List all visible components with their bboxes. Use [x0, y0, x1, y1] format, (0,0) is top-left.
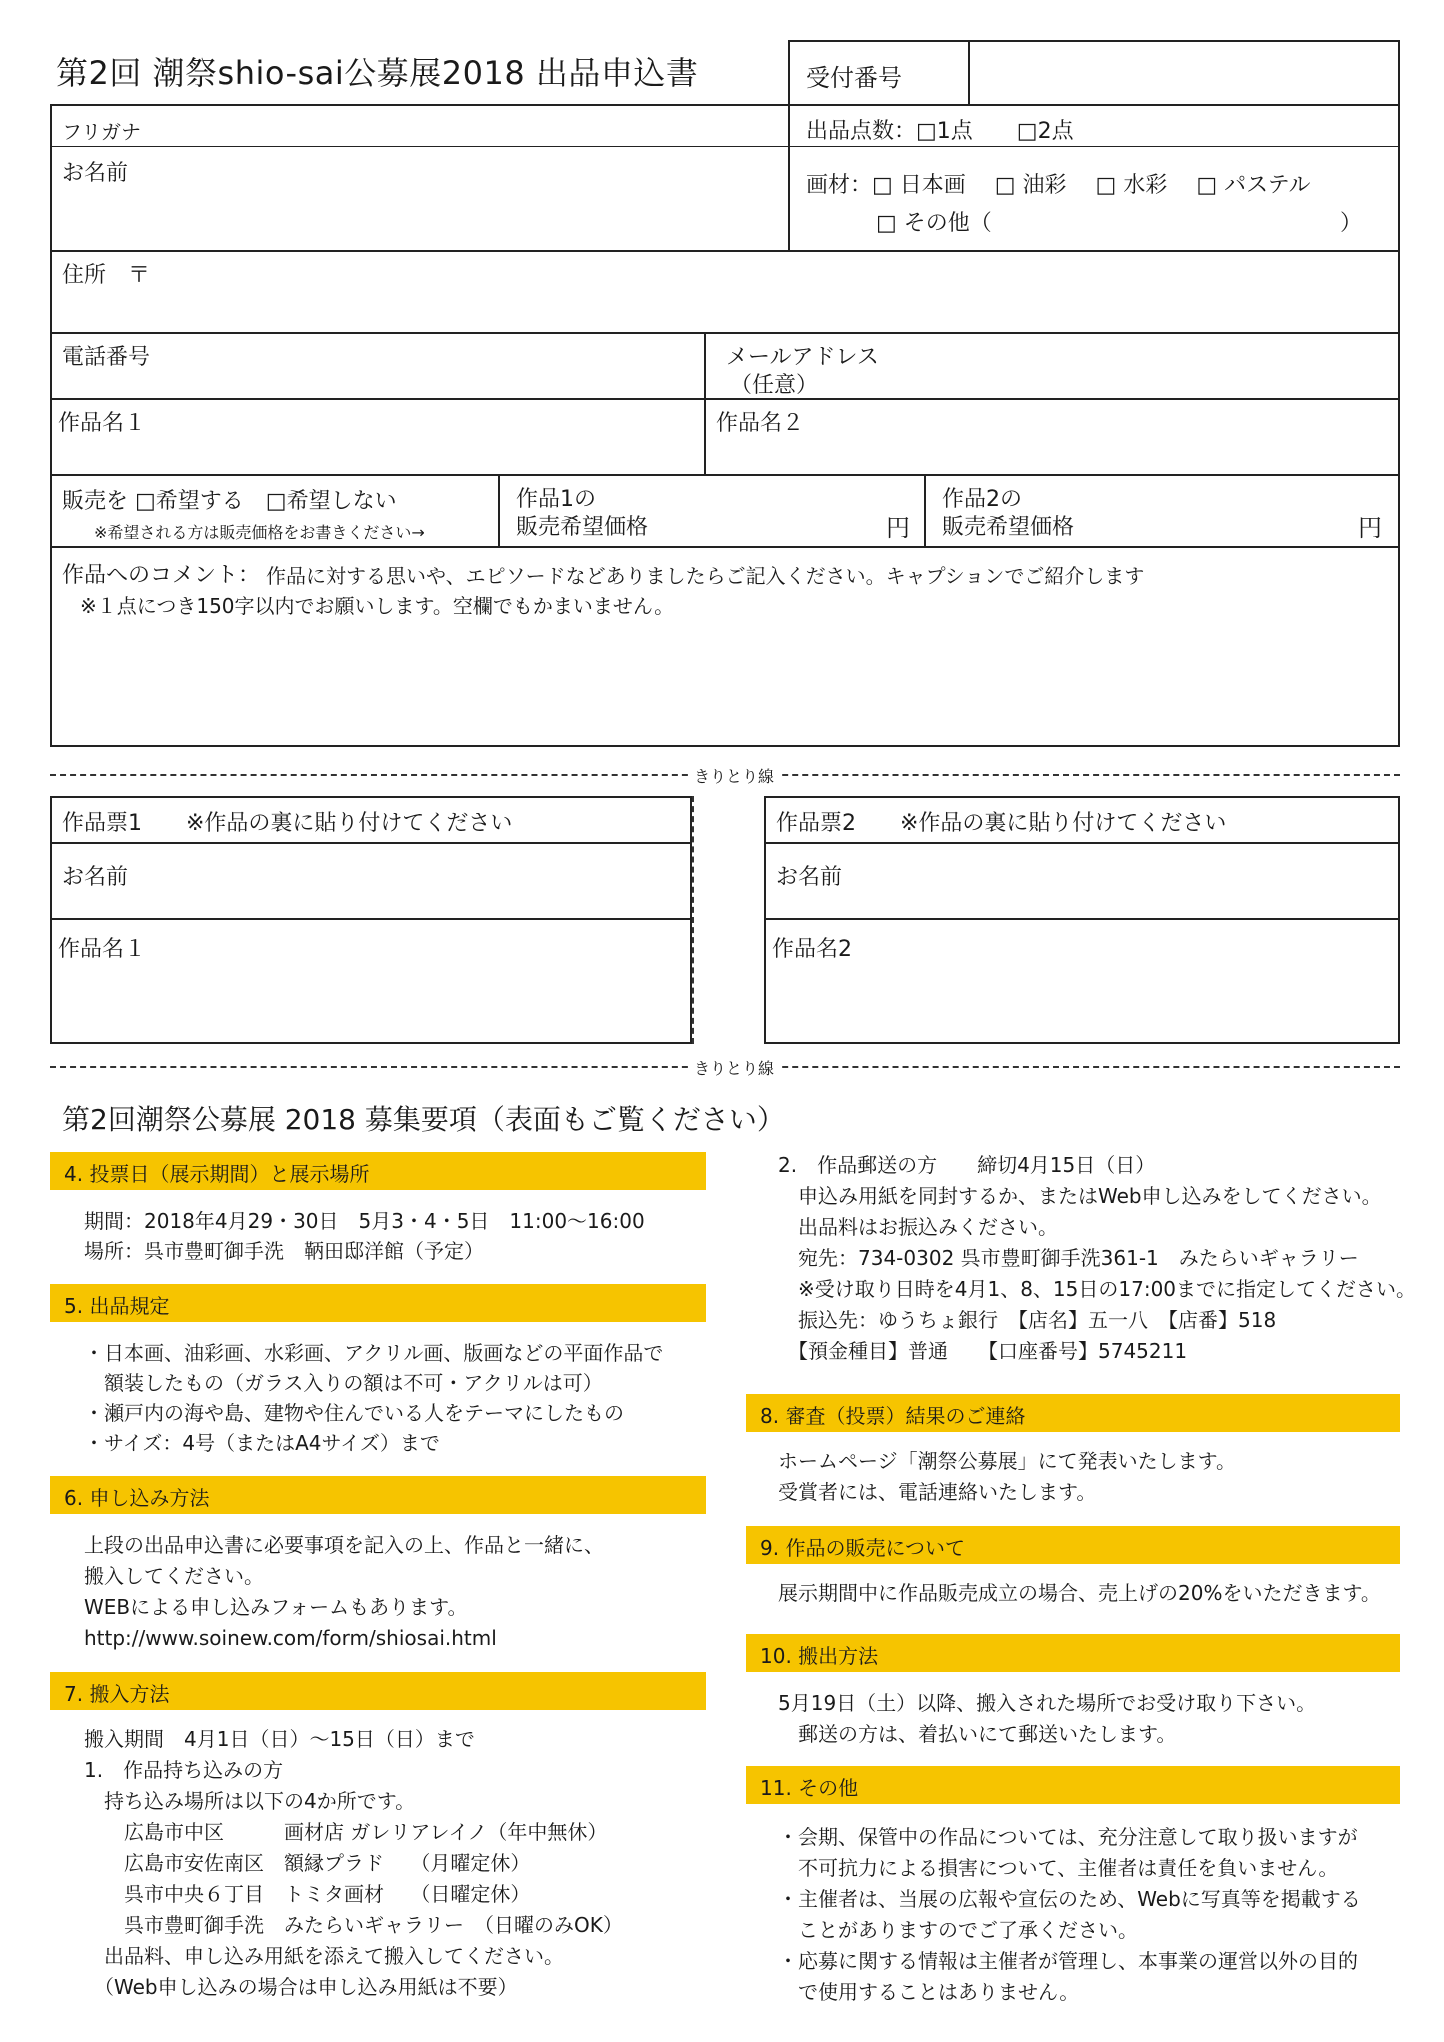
mail-entry-line-3: 出品料はお振込みください。: [778, 1215, 1058, 1239]
ticket-2-title: 作品票2 ※作品の裏に貼り付けてください: [776, 811, 1227, 836]
section-8-line-1: ホームページ「潮祭公募展」にて発表いたします。: [778, 1449, 1236, 1473]
section-4-line-1: 期間：2018年4月29・30日 5月3・4・5日 11:00〜16:00: [84, 1209, 645, 1233]
section-5-line-2: 額装したもの（ガラス入りの額は不可・アクリルは可）: [84, 1371, 603, 1395]
section-6-line-1: 上段の出品申込書に必要事項を記入の上、作品と一緒に、: [84, 1533, 604, 1557]
price2-field[interactable]: [1090, 480, 1350, 540]
mail-entry-line-4: 宛先：734-0302 呉市豊町御手洗361-1 みたらいギャラリー: [778, 1246, 1359, 1270]
work1-label: 作品名１: [58, 411, 147, 436]
medium-checkboxes[interactable]: 画材：□ 日本画 □ 油彩 □ 水彩 □ パステル: [806, 173, 1311, 198]
ticket-1-work-label: 作品名１: [58, 937, 147, 962]
section-7-line-4: 広島市中区 画材店 ガレリアレイノ（年中無休）: [84, 1820, 608, 1844]
section-7-line-6: 呉市中央６丁目 トミタ画材 （日曜定休）: [84, 1882, 531, 1906]
address-label: 住所 〒: [62, 263, 151, 288]
mail-entry-line-6: 振込先：ゆうちょ銀行 【店名】五一八 【店番】518: [778, 1308, 1277, 1332]
entry-count-checkboxes[interactable]: 出品点数：□1点 □2点: [806, 119, 1074, 144]
mail-entry-line-7: 【預金種目】普通 【口座番号】5745211: [778, 1339, 1188, 1363]
ticket-1-work-field[interactable]: [58, 962, 682, 1038]
name-label: お名前: [62, 161, 129, 186]
price2-yen: 円: [1358, 514, 1382, 542]
email-field[interactable]: [900, 336, 1390, 394]
section-11-line-4: ことがありますのでご了承ください。: [778, 1918, 1138, 1942]
address-field[interactable]: [160, 254, 1390, 328]
section-5-header: 5. 出品規定: [50, 1284, 706, 1322]
section-7-header: 7. 搬入方法: [50, 1672, 706, 1710]
section-5-line-4: ・サイズ：4号（またはA4サイズ）まで: [84, 1431, 440, 1455]
section-7-line-3: 持ち込み場所は以下の4か所です。: [84, 1789, 416, 1813]
section-5-line-1: ・日本画、油彩画、水彩画、アクリル画、版画などの平面作品で: [84, 1341, 664, 1365]
email-optional-label: （任意）: [730, 373, 819, 398]
comment-note: ※１点につき150字以内でお願いします。空欄でもかまいません。: [80, 594, 675, 618]
section-10-header: 10. 搬出方法: [746, 1634, 1400, 1672]
section-10-line-2: 郵送の方は、着払いにて郵送いたします。: [778, 1722, 1177, 1746]
section-11-header: 11. その他: [746, 1766, 1400, 1804]
ticket-1-name-field[interactable]: [62, 886, 682, 914]
price1-label-1: 作品1の: [516, 487, 596, 512]
cut-line-vertical-1: [692, 796, 694, 1044]
mail-entry-line-1: 2. 作品郵送の方 締切4月15日（日）: [778, 1153, 1156, 1177]
sale-note: ※希望される方は販売価格をお書きください→: [94, 523, 425, 542]
section-4-header: 4. 投票日（展示期間）と展示場所: [50, 1152, 706, 1190]
form-title: 第2回 潮祭shio-sai公募展2018 出品申込書: [56, 54, 699, 92]
section-11-line-2: 不可抗力による損害について、主催者は責任を負いません。: [778, 1856, 1339, 1880]
section-9-header: 9. 作品の販売について: [746, 1526, 1400, 1564]
section-7-line-1: 搬入期間 4月1日（日）〜15日（日）まで: [84, 1727, 475, 1751]
work2-field[interactable]: [716, 436, 1392, 470]
reception-number-label: 受付番号: [806, 64, 902, 92]
email-label: メールアドレス: [726, 345, 879, 370]
cut-line-label-bottom: きりとり線: [688, 1056, 780, 1079]
section-11-line-1: ・会期、保管中の作品については、充分注意して取り扱いますが: [778, 1825, 1358, 1849]
guide-title: 第2回潮祭公募展 2018 募集要項（表面もご覧ください）: [62, 1103, 785, 1136]
comment-description: 作品に対する思いや、エピソードなどありましたらご記入ください。キャプションでご紹介します: [266, 564, 1145, 588]
comment-label: 作品へのコメント：: [62, 563, 261, 588]
section-7-line-7: 呉市豊町御手洗 みたらいギャラリー （日曜のみOK）: [84, 1913, 623, 1937]
medium-other-close: ）: [1340, 211, 1363, 236]
mail-entry-line-5: ※受け取り日時を4月1、8、15日の17:00までに指定してください。: [778, 1277, 1417, 1301]
name-field[interactable]: [62, 186, 780, 246]
price1-field[interactable]: [660, 480, 880, 540]
section-7-line-5: 広島市安佐南区 額縁プラド （月曜定休）: [84, 1851, 531, 1875]
mail-entry-line-2: 申込み用紙を同封するか、またはWeb申し込みをしてください。: [778, 1184, 1382, 1208]
medium-other-checkbox[interactable]: □ その他（: [876, 211, 992, 236]
ticket-2-name-label: お名前: [776, 865, 843, 890]
sale-checkboxes[interactable]: 販売を □希望する □希望しない: [62, 489, 397, 514]
price1-label-2: 販売希望価格: [516, 515, 649, 540]
section-11-line-6: で使用することはありません。: [778, 1980, 1080, 2004]
ticket-2-work-field[interactable]: [772, 962, 1390, 1038]
section-7-line-2: 1. 作品持ち込みの方: [84, 1758, 284, 1782]
section-7-line-8: 出品料、申し込み用紙を添えて搬入してください。: [84, 1944, 564, 1968]
phone-field[interactable]: [180, 336, 700, 394]
section-11-line-3: ・主催者は、当展の広報や宣伝のため、Webに写真等を掲載する: [778, 1887, 1361, 1911]
section-6-header: 6. 申し込み方法: [50, 1476, 706, 1514]
cut-line-label-top: きりとり線: [688, 764, 780, 787]
furigana-field[interactable]: [160, 110, 780, 142]
section-7-line-9: （Web申し込みの場合は申し込み用紙は不要）: [84, 1975, 518, 1999]
ticket-2-name-field[interactable]: [776, 886, 1390, 914]
section-4-line-2: 場所：呉市豊町御手洗 鞆田邸洋館（予定）: [84, 1239, 484, 1263]
price2-label-2: 販売希望価格: [942, 515, 1075, 540]
ticket-1-title: 作品票1 ※作品の裏に貼り付けてください: [62, 811, 513, 836]
price1-yen: 円: [886, 514, 910, 542]
section-10-line-1: 5月19日（土）以降、搬入された場所でお受け取り下さい。: [778, 1691, 1317, 1715]
section-11-line-5: ・応募に関する情報は主催者が管理し、本事業の運営以外の目的: [778, 1949, 1358, 1973]
ticket-1-name-label: お名前: [62, 865, 129, 890]
section-5-line-3: ・瀬戸内の海や島、建物や住んでいる人をテーマにしたもの: [84, 1401, 624, 1425]
section-9-line-1: 展示期間中に作品販売成立の場合、売上げの20%をいただきます。: [778, 1581, 1381, 1605]
reception-number-field[interactable]: [972, 44, 1396, 102]
section-6-line-2: 搬入してください。: [84, 1564, 264, 1588]
phone-label: 電話番号: [62, 345, 151, 370]
work1-field[interactable]: [58, 436, 698, 470]
comment-field[interactable]: [62, 620, 1390, 740]
work2-label: 作品名２: [716, 411, 805, 436]
section-6-line-3: WEBによる申し込みフォームもあります。: [84, 1595, 468, 1619]
ticket-2-work-label: 作品名2: [772, 937, 852, 962]
price2-label-1: 作品2の: [942, 487, 1022, 512]
section-8-line-2: 受賞者には、電話連絡いたします。: [778, 1480, 1097, 1504]
section-8-header: 8. 審査（投票）結果のご連絡: [746, 1394, 1400, 1432]
furigana-label: フリガナ: [62, 120, 141, 144]
web-form-link[interactable]: http://www.soinew.com/form/shiosai.html: [84, 1626, 497, 1650]
